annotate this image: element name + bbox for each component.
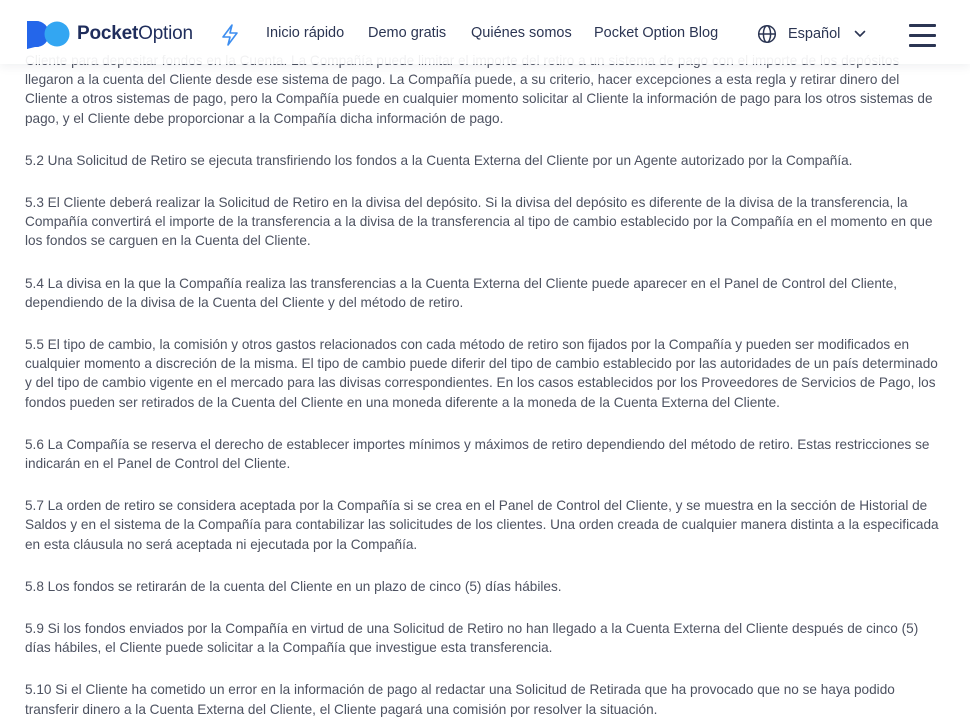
hamburger-menu-icon[interactable] (909, 24, 936, 46)
terms-clause-5-5: 5.5 El tipo de cambio, la comisión y otros gastos relacionados con cada método de retiro son fijados por la Compañía y pueden ser modificados en cualquier momento a discreción de la misma. El tipo de cambio puede diferir del tipo de cambio establecido por las autoridades de un país determinado y del tipo de cambio vigente en el mercado para las divisas correspondientes. En los casos establecidos por los Proveedores de Servicios de Pago, los fondos pueden ser retirados de la Cuenta del Cliente en una moneda diferente a la moneda de la Cuenta Externa del Cliente. (25, 337, 938, 410)
brand-logo-link[interactable] (24, 19, 193, 49)
terms-clause-5-9: 5.9 Si los fondos enviados por la Compañía en virtud de una Solicitud de Retiro no han llegado a la Cuenta Externa del Cliente después de cinco (5) días hábiles, el Cliente puede solicitar a la Compañía que investigue esta transferencia. (25, 621, 919, 656)
terms-clause-5-10: 5.10 Si el Cliente ha cometido un error en la información de pago al redactar una Solicitud de Retirada que ha provocado que no se haya podido transferir dinero a la Cuenta Externa del Cliente, el Cliente pagará una comisión por resolver la situación. (25, 682, 895, 717)
terms-clause-5-6: 5.6 La Compañía se reserva el derecho de establecer importes mínimos y máximos de retiro dependiendo del método de retiro. Estas restricciones se indicarán en el Panel de Control del Cliente. (25, 436, 930, 472)
terms-content (25, 51, 945, 720)
terms-paragraph-continued: llegaron a la cuenta del Cliente desde ese sistema de pago. La Compañía puede, a su criterio, hacer excepciones a esta regla y retirar dinero del Cliente a otros sistemas de pago, pero la Compañía puede en cualquier momento solicitar al Cliente la información de pago para los otros sistemas de pago, y el Cliente debe proporcionar a la Compañía dicha información de pago. (25, 72, 933, 126)
nav-link-about-us[interactable]: Quiénes somos (471, 25, 572, 41)
lightning-bolt-icon[interactable] (220, 24, 240, 46)
nav-link-blog[interactable]: Pocket Option Blog (594, 25, 719, 41)
globe-icon (757, 24, 777, 44)
site-header (0, 0, 970, 64)
chevron-down-icon (854, 30, 866, 38)
pocket-option-logo-icon (24, 19, 72, 49)
terms-clause-5-3: 5.3 El Cliente deberá realizar la Solicitud de Retiro en la divisa del depósito. Si la divisa del depósito es diferente de la divisa de la transferencia, la Compañía convertirá el importe de la transferencia a la divisa de la transferencia al tipo de cambio establecido por la Compañía en el momento en que los fondos se carguen en la Cuenta del Cliente. (25, 195, 933, 249)
terms-clause-5-2: 5.2 Una Solicitud de Retiro se ejecuta transfiriendo los fondos a la Cuenta Externa del Cliente por un Agente autorizado por la Compañía. (25, 152, 853, 168)
language-selector[interactable] (757, 24, 866, 44)
terms-clause-5-4: 5.4 La divisa en la que la Compañía realiza las transferencias a la Cuenta Externa del Cliente puede aparecer en el Panel de Control del Cliente, dependiendo de la divisa de la Cuenta del Cliente y del método de retiro. (25, 275, 898, 310)
nav-link-free-demo[interactable]: Demo gratis (368, 25, 447, 41)
brand-name: PocketOption (77, 23, 193, 44)
terms-clause-5-7: 5.7 La orden de retiro se considera aceptada por la Compañía si se crea en el Panel de Control del Cliente, y se muestra en la sección de Historial de Saldos y en el sistema de la Compañía para contabilizar las solicitudes de los clientes. Una orden creada de cualquier manera distinta a la especificada en esta cláusula no será aceptada ni ejecutada por la Compañía. (25, 498, 939, 552)
language-label: Español (788, 26, 841, 42)
nav-link-quick-start[interactable]: Inicio rápido (266, 25, 345, 41)
terms-clause-5-8: 5.8 Los fondos se retirarán de la cuenta del Cliente en un plazo de cinco (5) días hábiles. (25, 578, 562, 594)
